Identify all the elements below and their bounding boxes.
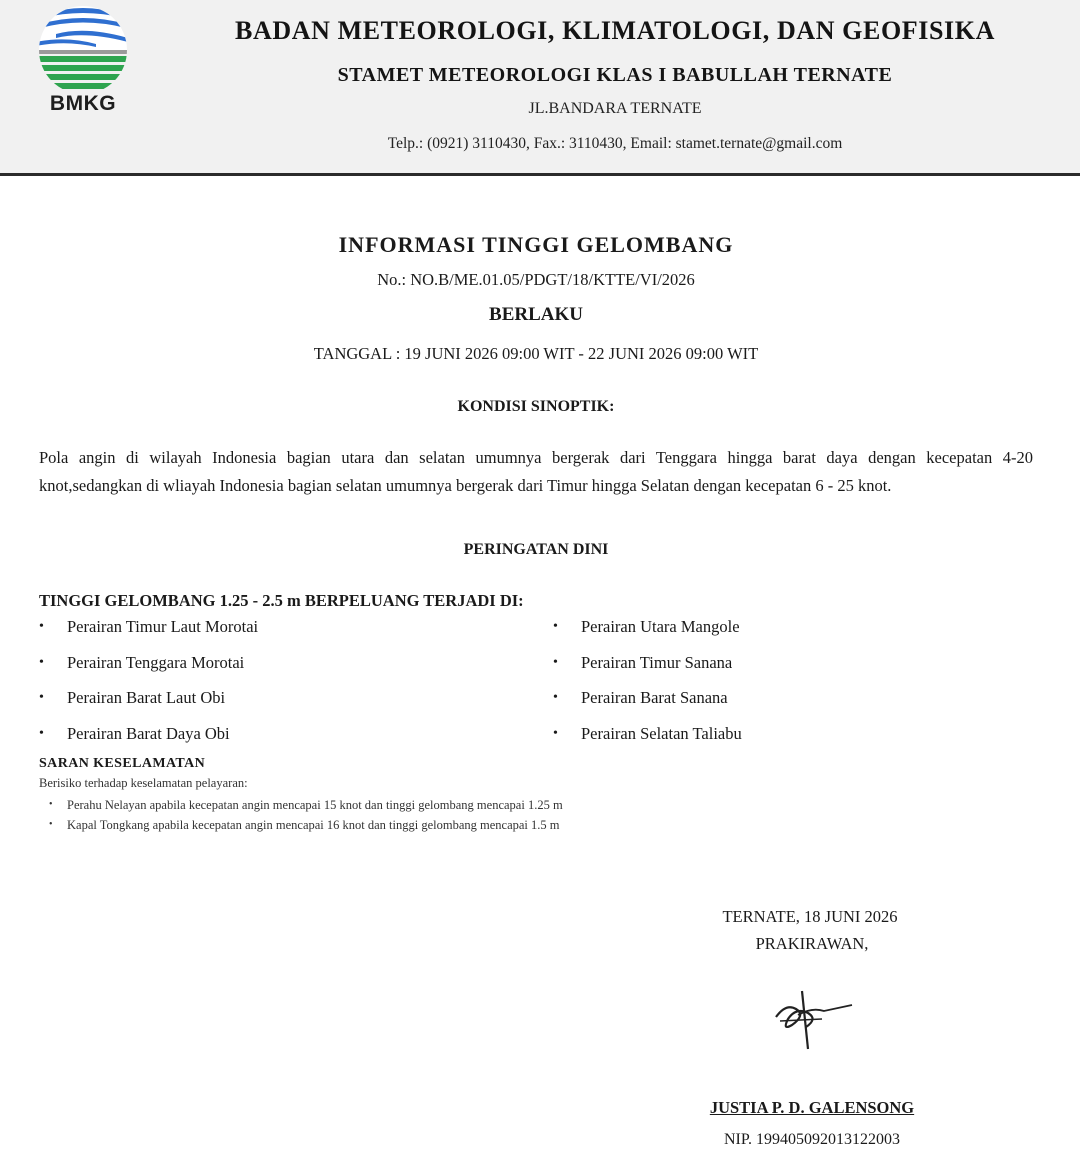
station-name: STAMET METEOROLOGI KLAS I BABULLAH TERNATE [337, 64, 893, 86]
area-name: Perairan Barat Sanana [581, 688, 728, 707]
list-item [553, 614, 742, 650]
station-address: JL.BANDARA TERNATE [528, 100, 702, 117]
area-name: Perairan Tenggara Morotai [67, 652, 245, 672]
logo-text: BMKG [49, 92, 117, 115]
affected-areas-left [39, 614, 258, 756]
safety-advice-list [49, 795, 563, 835]
sign-role: PRAKIRAWAN, [755, 934, 869, 953]
synoptic-line-1: Pola angin di wilayah Indonesia bagian utara dan selatan umumnya bergerak dari Tenggara hingga barat daya dengan kecepatan 4-20 [39, 448, 1033, 467]
document-number: No.: NO.B/ME.01.05/PDGT/18/KTTE/VI/2026 [377, 270, 695, 289]
safety-advice-subheading: Berisiko terhadap keselamatan pelayaran: [39, 776, 248, 790]
bullet-icon: • [553, 619, 558, 634]
signer-name: JUSTIA P. D. GALENSONG [709, 1098, 915, 1117]
validity-heading: BERLAKU [489, 304, 583, 325]
wave-height-heading: TINGGI GELOMBANG 1.25 - 2.5 m BERPELUANG TERJADI DI: [39, 591, 524, 610]
list-item [553, 721, 742, 757]
area-name: Perairan Timur Laut Morotai [67, 617, 259, 636]
validity-period: TANGGAL : 19 JUNI 2026 09:00 WIT - 22 JUNI 2026 09:00 WIT [313, 344, 759, 363]
list-item [39, 721, 258, 757]
sign-place-date: TERNATE, 18 JUNI 2026 [722, 907, 898, 926]
list-item [49, 815, 563, 835]
bullet-icon: • [49, 819, 53, 830]
list-item [553, 685, 742, 721]
bullet-icon: • [49, 799, 53, 810]
list-item [39, 614, 258, 650]
bullet-icon: • [553, 654, 558, 670]
synoptic-heading: KONDISI SINOPTIK: [457, 398, 615, 415]
area-name: Perairan Barat Laut Obi [67, 688, 226, 707]
list-item [553, 650, 742, 686]
advice-text: Perahu Nelayan apabila kecepatan angin mencapai 15 knot dan tinggi gelombang mencapai 1.25 m [67, 798, 563, 812]
synoptic-paragraph [39, 444, 1033, 500]
area-name: Perairan Barat Daya Obi [67, 723, 230, 743]
area-name: Perairan Timur Sanana [581, 652, 733, 672]
area-name: Perairan Selatan Taliabu [581, 723, 742, 743]
list-item [39, 650, 258, 686]
list-item [49, 795, 563, 815]
document-title: INFORMASI TINGGI GELOMBANG [338, 232, 734, 257]
bullet-icon: • [39, 690, 44, 705]
affected-areas-right [553, 614, 742, 756]
station-contact: Telp.: (0921) 3110430, Fax.: 3110430, Email: stamet.ternate@gmail.com [387, 135, 843, 152]
signature-icon [762, 985, 862, 1055]
bullet-icon: • [39, 654, 44, 670]
area-name: Perairan Utara Mangole [581, 617, 740, 636]
list-item [39, 685, 258, 721]
early-warning-heading: PERINGATAN DINI [463, 541, 609, 558]
signer-nip: NIP. 199405092013122003 [723, 1131, 900, 1148]
bullet-icon: • [39, 619, 44, 634]
agency-title: BADAN METEOROLOGI, KLIMATOLOGI, DAN GEOFISIKA [235, 16, 995, 45]
letterhead [0, 0, 1080, 176]
bullet-icon: • [553, 690, 558, 705]
synoptic-line-2: knot,sedangkan di wliayah Indonesia bagian selatan umumnya bergerak dari Timur hingga Selatan dengan kecepatan 6 - 25 knot. [39, 476, 892, 495]
bullet-icon: • [39, 725, 44, 741]
bullet-icon: • [553, 725, 558, 741]
safety-advice-heading: SARAN KESELAMATAN [39, 756, 206, 771]
advice-text: Kapal Tongkang apabila kecepatan angin mencapai 16 knot dan tinggi gelombang mencapai 1.5 m [67, 818, 560, 832]
